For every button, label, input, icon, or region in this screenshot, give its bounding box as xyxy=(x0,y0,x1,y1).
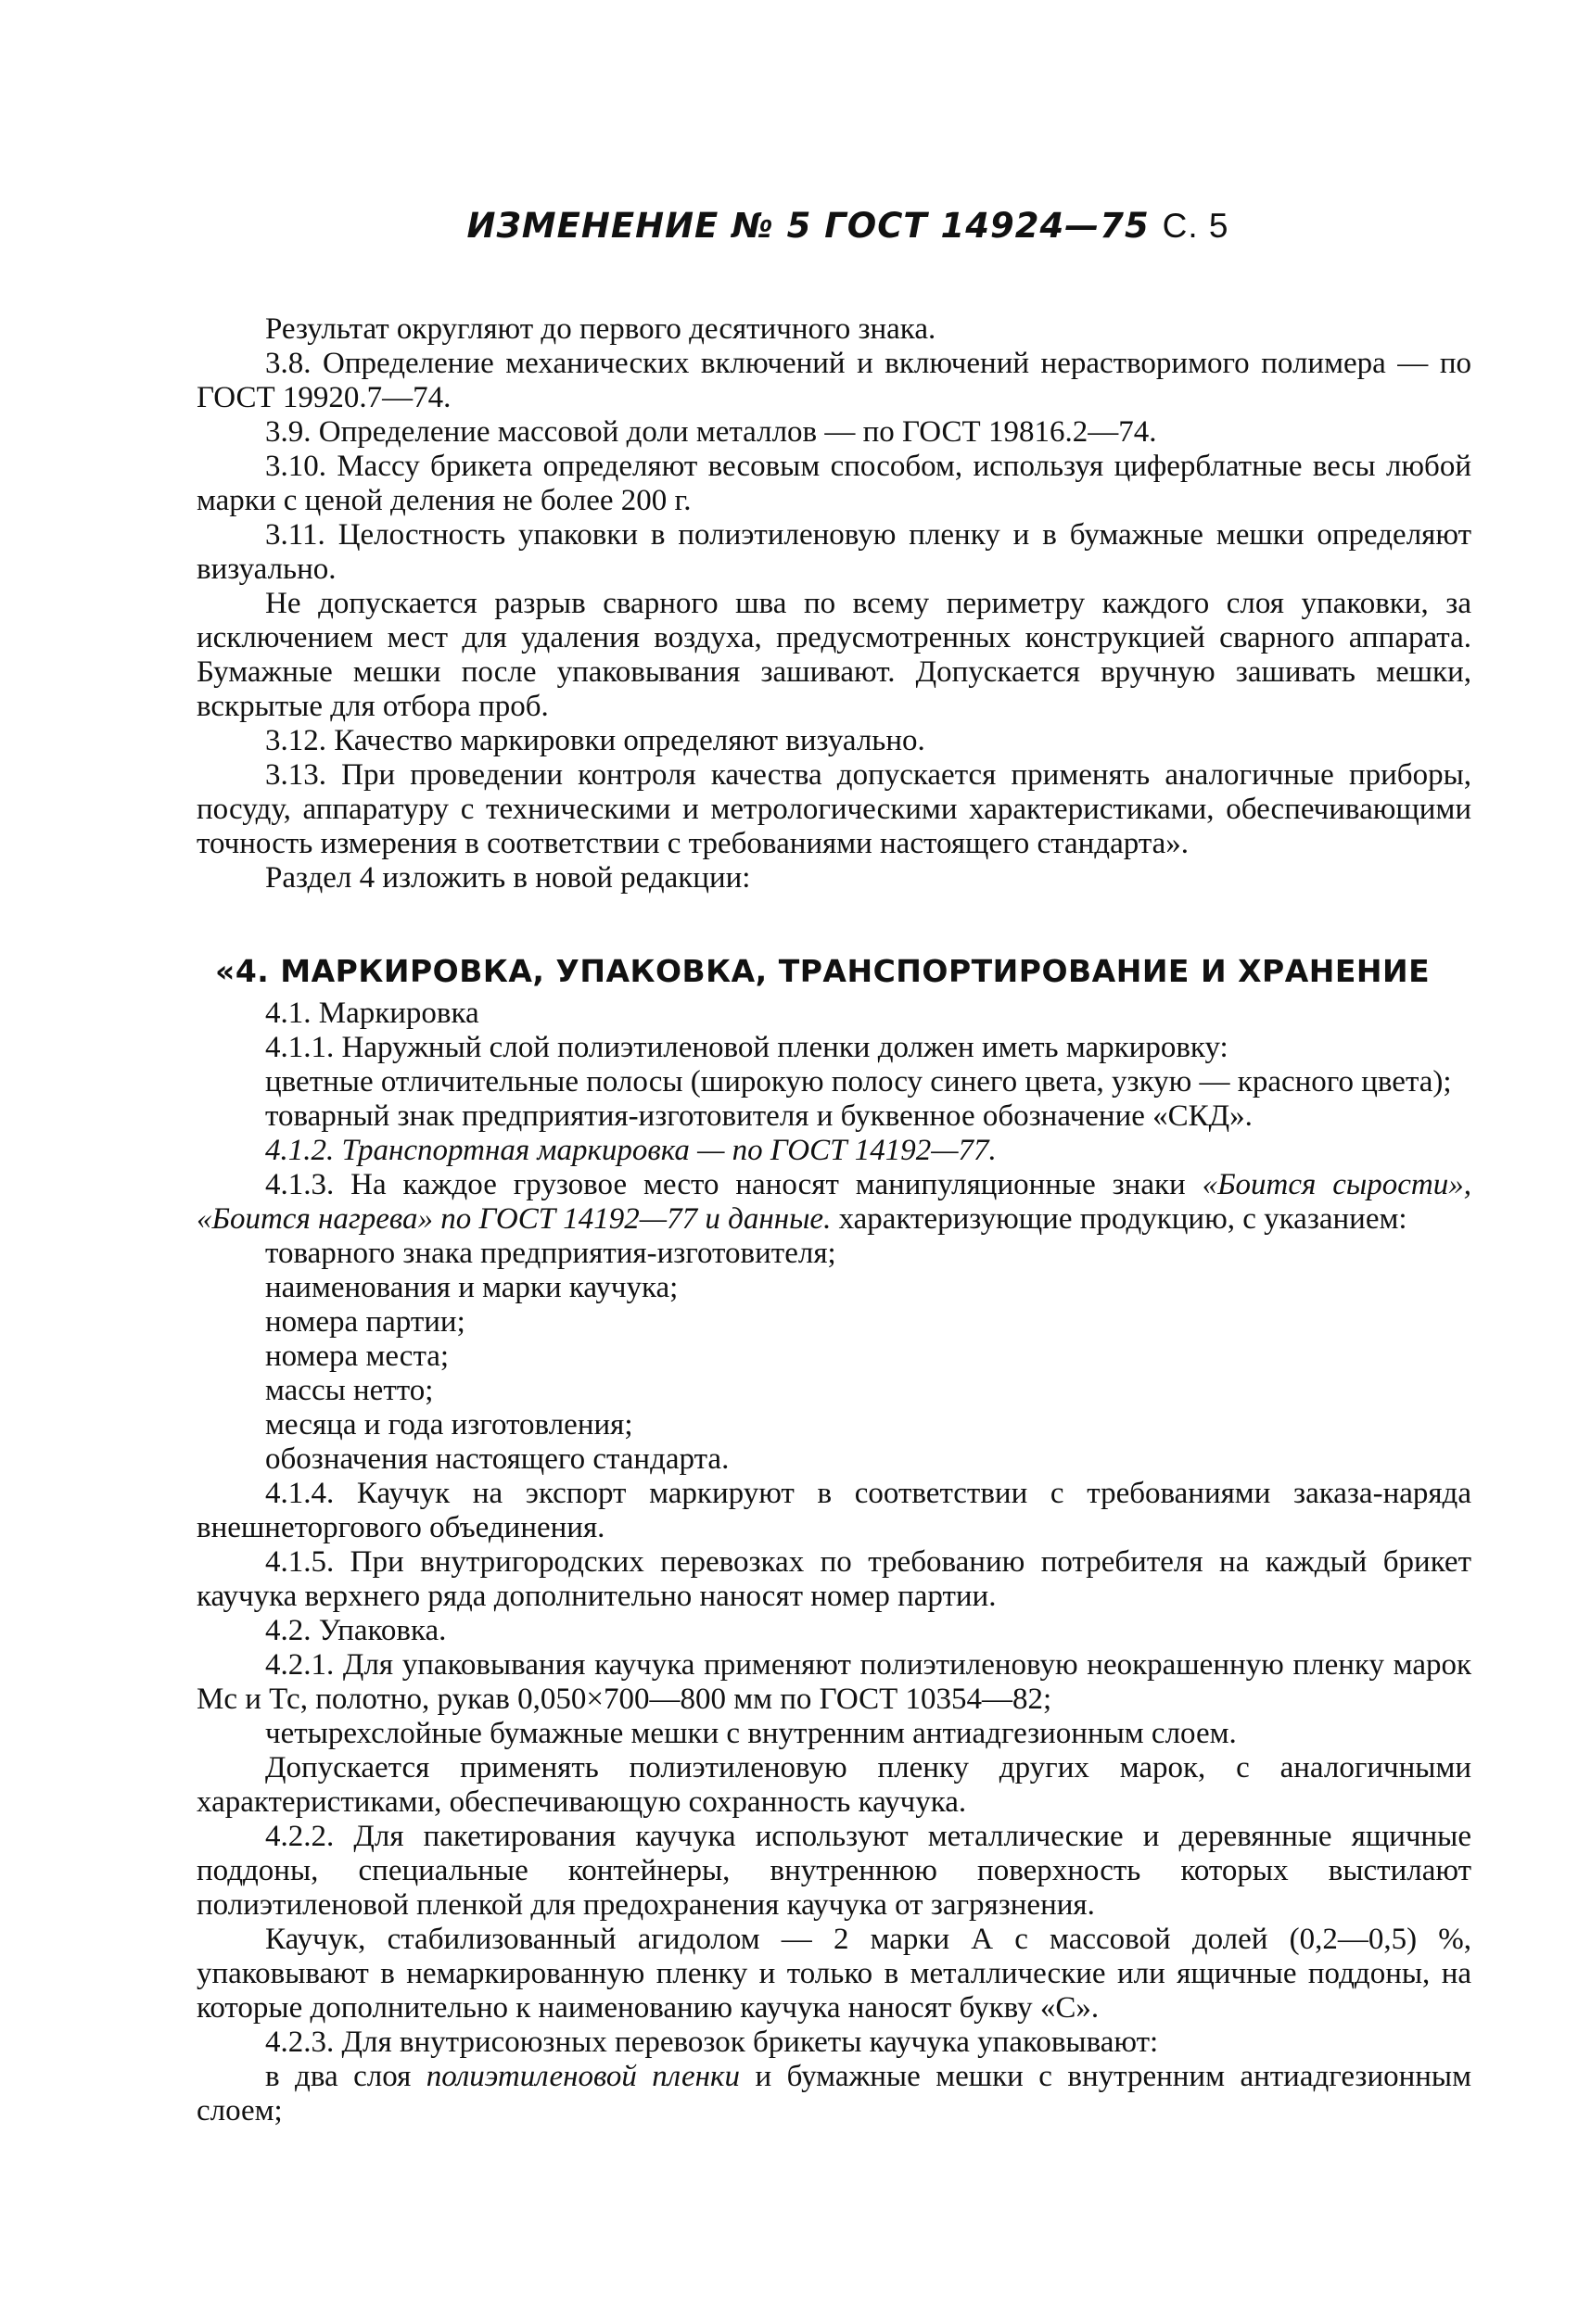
paragraph: 4.1.1. Наружный слой полиэтиленовой пленки должен иметь маркировку: xyxy=(265,1031,1228,1064)
section-title: «4. МАРКИРОВКА, УПАКОВКА, ТРАНСПОРТИРОВАНИЕ И ХРАНЕНИЕ xyxy=(215,953,1431,989)
page-number: С. 5 xyxy=(1162,207,1229,245)
paragraph-text-italic: «Боится сырости», «Боится нагрева» по ГОСТ 14192—77 и данные. xyxy=(197,1168,1471,1236)
paragraph: 4.2. Упаковка. xyxy=(265,1614,447,1647)
paragraph-text-italic: полиэтиленовой пленки xyxy=(426,2060,740,2093)
document-page xyxy=(197,206,1471,2128)
paragraph: четырехслойные бумажные мешки с внутренним антиадгезионным слоем. xyxy=(265,1717,1237,1750)
paragraph-text: 4.1.3. На каждое грузовое место наносят манипуляционные знаки xyxy=(265,1168,1203,1201)
list-item: номера места; xyxy=(265,1340,450,1373)
list-item: обозначения настоящего стандарта. xyxy=(265,1442,730,1476)
paragraph: 4.2.3. Для внутрисоюзных перевозок брикеты каучука упаковывают: xyxy=(265,2026,1159,2059)
paragraph: 4.1. Маркировка xyxy=(265,997,479,1030)
paragraph: Допускается применять полиэтиленовую пленку других марок, с аналогичными характеристиками, обеспечивающую сохранность каучука. xyxy=(197,1751,1471,1819)
paragraph: Раздел 4 изложить в новой редакции: xyxy=(265,861,751,895)
paragraph-text: и бумажные мешки с внутренним антиадгезионным слоем; xyxy=(197,2060,1471,2127)
list-item: месяца и года изготовления; xyxy=(265,1408,633,1441)
paragraph-text: характеризующие продукцию, с указанием: xyxy=(831,1202,1407,1236)
list-item: товарного знака предприятия-изготовителя; xyxy=(265,1237,836,1270)
paragraph-text: в два слоя xyxy=(265,2060,426,2093)
paragraph: 3.11. Целостность упаковки в полиэтиленовую пленку и в бумажные мешки определяют визуально. xyxy=(197,518,1471,586)
paragraph: 3.8. Определение механических включений и включений нерастворимого полимера — по ГОСТ 19920.7—74. xyxy=(197,347,1471,414)
paragraph: 4.1.2. Транспортная маркировка — по ГОСТ 14192—77. xyxy=(265,1134,997,1167)
paragraph: Не допускается разрыв сварного шва по всему периметру каждого слоя упаковки, за исключением мест для удаления воздуха, предусмотренных конструкцией сварного аппарата. Бумажные мешки после упаковывания зашивают. Допускается вручную зашивать мешки, вскрытые для отбора проб. xyxy=(197,587,1471,723)
paragraph: 3.10. Массу брикета определяют весовым способом, используя циферблатные весы любой марки с ценой деления не более 200 г. xyxy=(197,450,1471,517)
paragraph: Каучук, стабилизованный агидолом — 2 марки А с массовой долей (0,2—0,5) %, упаковывают в немаркированную пленку и только в металлические или ящичные поддоны, на которые дополнительно к наименованию каучука наносят букву «С». xyxy=(197,1923,1471,2025)
list-item: массы нетто; xyxy=(265,1374,434,1407)
paragraph xyxy=(197,2060,1471,2128)
paragraph: 4.2.1. Для упаковывания каучука применяют полиэтиленовую неокрашенную пленку марок Мс и Тс, полотно, рукав 0,050×700—800 мм по ГОСТ 10354—82; xyxy=(197,1648,1471,1716)
paragraph xyxy=(197,1168,1471,1237)
paragraph: 3.12. Качество маркировки определяют визуально. xyxy=(265,724,925,757)
paragraph: Результат округляют до первого десятичного знака. xyxy=(265,312,936,346)
paragraph: 3.13. При проведении контроля качества допускается применять аналогичные приборы, посуду, аппаратуру с техническими и метрологическими характеристиками, обеспечивающими точность измерения в соответствии с требованиями настоящего стандарта». xyxy=(197,758,1471,860)
paragraph: 4.1.5. При внутригородских перевозках по требованию потребителя на каждый брикет каучука верхнего ряда дополнительно наносят номер партии. xyxy=(197,1545,1471,1613)
page-header xyxy=(197,206,1471,246)
list-item: номера партии; xyxy=(265,1305,465,1339)
paragraph: цветные отличительные полосы (широкую полосу синего цвета, узкую — красного цвета); xyxy=(265,1065,1452,1099)
paragraph: товарный знак предприятия-изготовителя и буквенное обозначение «СКД». xyxy=(265,1099,1253,1133)
paragraph: 4.2.2. Для пакетирования каучука используют металлические и деревянные ящичные поддоны, специальные контейнеры, внутреннюю поверхность которых выстилают полиэтиленовой пленкой для предохранения каучука от загрязнения. xyxy=(197,1820,1471,1922)
paragraph: 4.1.4. Каучук на экспорт маркируют в соответствии с требованиями заказа-наряда внешнеторгового объединения. xyxy=(197,1477,1471,1544)
list-item: наименования и марки каучука; xyxy=(265,1271,679,1304)
paragraph: 3.9. Определение массовой доли металлов — по ГОСТ 19816.2—74. xyxy=(265,415,1157,449)
header-title: ИЗМЕНЕНИЕ № 5 ГОСТ 14924—75 xyxy=(466,206,1150,246)
